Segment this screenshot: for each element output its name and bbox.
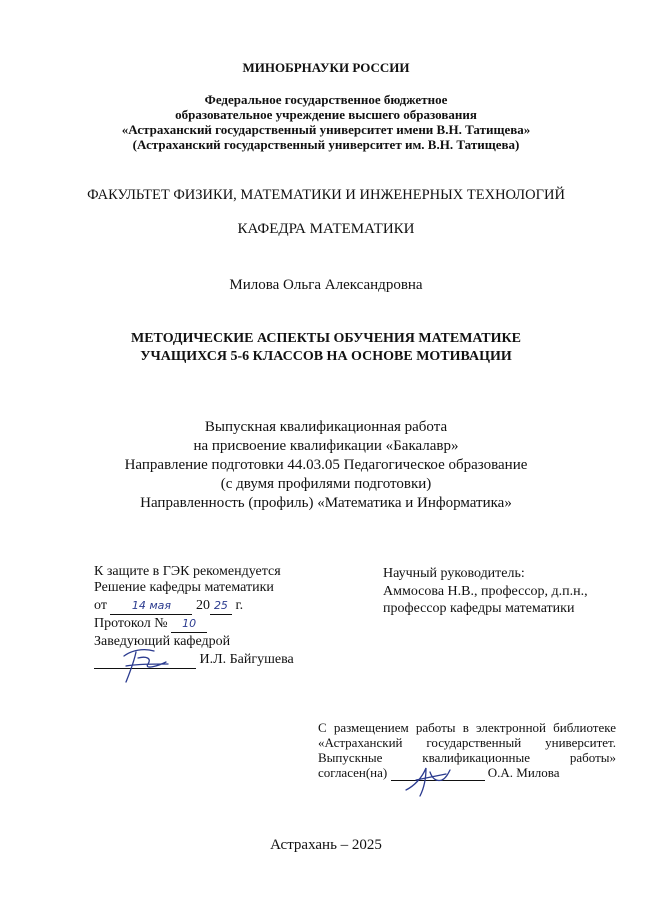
consent-word: Выпускные bbox=[318, 750, 383, 765]
decision-date-line bbox=[94, 598, 243, 615]
handwritten-date: 14 мая bbox=[131, 599, 172, 612]
year-field bbox=[210, 598, 232, 615]
thesis-title-line: УЧАЩИХСЯ 5-6 КЛАССОВ НА ОСНОВЕ МОТИВАЦИИ bbox=[140, 349, 512, 364]
supervisor-position: профессор кафедры математики bbox=[383, 601, 575, 616]
decision-text: Решение кафедры математики bbox=[94, 580, 274, 595]
date-field bbox=[110, 598, 192, 615]
year-prefix: 20 bbox=[195, 598, 210, 613]
institution-block bbox=[0, 92, 652, 152]
head-name: И.Л. Байгушева bbox=[199, 652, 294, 667]
consent-label: согласен(на) bbox=[318, 765, 388, 780]
work-info-line: Выпускная квалификационная работа bbox=[204, 419, 448, 435]
institution-line: образовательное учреждение высшего образования bbox=[175, 107, 477, 122]
consent-word: работы» bbox=[569, 750, 616, 765]
handwritten-protocol-number: 10 bbox=[182, 617, 197, 630]
consent-word: квалификационные bbox=[422, 750, 530, 765]
protocol-line bbox=[94, 616, 207, 633]
supervisor-label: Научный руководитель: bbox=[383, 566, 525, 581]
consent-block bbox=[318, 720, 616, 781]
author-signature-icon bbox=[402, 760, 454, 800]
thesis-title bbox=[0, 330, 652, 366]
recommend-text: К защите в ГЭК рекомендуется bbox=[94, 564, 281, 579]
consent-line bbox=[318, 750, 616, 765]
consent-name: О.А. Милова bbox=[487, 765, 560, 780]
work-info-line: Направленность (профиль) «Математика и Информатика» bbox=[140, 495, 512, 511]
thesis-title-line: МЕТОДИЧЕСКИЕ АСПЕКТЫ ОБУЧЕНИЯ МАТЕМАТИКЕ bbox=[130, 331, 522, 346]
head-label: Заведующий кафедрой bbox=[94, 634, 231, 649]
work-info-line: на присвоение квалификации «Бакалавр» bbox=[193, 438, 459, 454]
author-name: Милова Ольга Александровна bbox=[229, 277, 423, 293]
institution-line: Федеральное государственное бюджетное bbox=[204, 92, 448, 107]
handwritten-year: 25 bbox=[213, 599, 228, 612]
protocol-field bbox=[171, 616, 207, 633]
city-year-footer: Астрахань – 2025 bbox=[270, 837, 382, 853]
faculty-heading: ФАКУЛЬТЕТ ФИЗИКИ, МАТЕМАТИКИ И ИНЖЕНЕРНЫХ ТЕХНОЛОГИЙ bbox=[87, 187, 565, 203]
department-heading: КАФЕДРА МАТЕМАТИКИ bbox=[237, 221, 415, 237]
protocol-label: Протокол № bbox=[94, 616, 168, 631]
supervisor-name: Аммосова Н.В., профессор, д.п.н., bbox=[383, 584, 588, 599]
work-info bbox=[0, 418, 652, 513]
institution-line: «Астраханский государственный университет имени В.Н. Татищева» bbox=[121, 122, 531, 137]
consent-line: «Астраханский государственный университет. bbox=[318, 735, 616, 750]
ministry-heading: МИНОБРНАУКИ РОССИИ bbox=[242, 60, 410, 75]
work-info-line: Направление подготовки 44.03.05 Педагогическое образование bbox=[124, 457, 528, 473]
year-suffix: г. bbox=[235, 598, 244, 613]
head-signature-icon bbox=[118, 642, 174, 686]
work-info-line: (с двумя профилями подготовки) bbox=[220, 476, 432, 492]
from-label: от bbox=[94, 598, 107, 613]
consent-line: С размещением работы в электронной библиотеке bbox=[318, 720, 616, 735]
consent-signature-line bbox=[318, 765, 616, 781]
institution-line: (Астраханский государственный университет им. В.Н. Татищева) bbox=[132, 137, 520, 152]
